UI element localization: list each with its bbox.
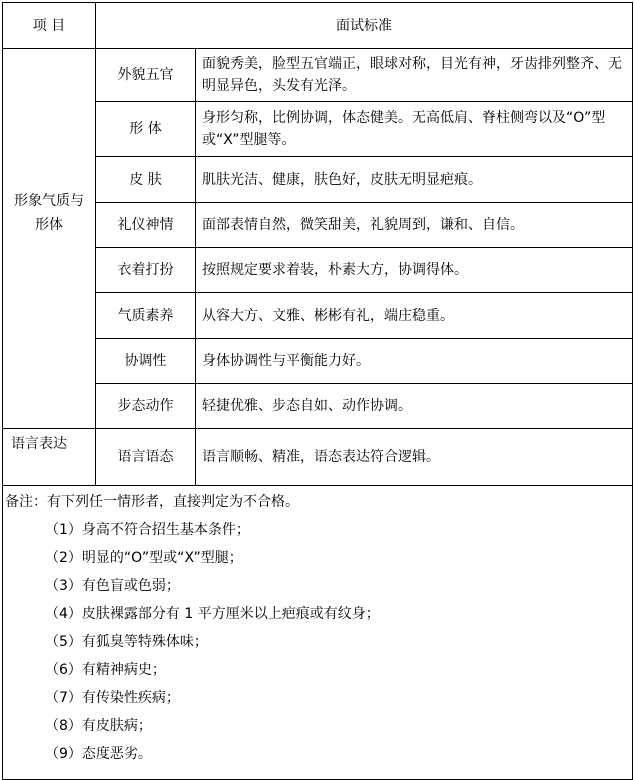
notes-heading: 备注：有下列任一情形者，直接判定为不合格。 bbox=[5, 494, 299, 510]
table-row bbox=[3, 429, 633, 486]
criteria-text: 从容大方、文雅、彬彬有礼，端庄稳重。 bbox=[196, 293, 633, 339]
sub-item: 协调性 bbox=[96, 339, 196, 384]
note-item: （7）有传染性疾病； bbox=[45, 690, 180, 706]
table-row bbox=[3, 293, 633, 339]
note-item: （6）有精神病史； bbox=[45, 662, 166, 678]
note-item: （8）有皮肤病； bbox=[45, 718, 152, 734]
table-row bbox=[3, 248, 633, 293]
table-row bbox=[3, 384, 633, 429]
sub-item: 语言语态 bbox=[96, 429, 196, 486]
sub-item: 皮 肤 bbox=[96, 157, 196, 203]
category-language bbox=[3, 429, 96, 486]
note-item: （9）态度恶劣。 bbox=[45, 746, 152, 762]
header-row bbox=[3, 3, 633, 49]
note-item: （5）有狐臭等特殊体味； bbox=[45, 634, 208, 650]
header-item: 项 目 bbox=[3, 3, 96, 49]
criteria-text: 按照规定要求着装，朴素大方，协调得体。 bbox=[196, 248, 633, 293]
table-row bbox=[3, 49, 633, 102]
criteria-text: 面部表情自然，微笑甜美，礼貌周到，谦和、自信。 bbox=[196, 203, 633, 248]
table-row bbox=[3, 157, 633, 203]
header-criteria: 面试标准 bbox=[96, 3, 633, 49]
sub-item: 气质素养 bbox=[96, 293, 196, 339]
note-item: （2）明显的“O”型或“X”型腿； bbox=[45, 550, 243, 566]
sub-item: 步态动作 bbox=[96, 384, 196, 429]
table-row bbox=[3, 102, 633, 157]
criteria-text: 轻捷优雅、步态自如、动作协调。 bbox=[196, 384, 633, 429]
criteria-text: 身形匀称，比例协调，体态健美。无高低肩、脊柱侧弯以及“O”型或“X”型腿等。 bbox=[196, 102, 633, 157]
sub-item: 外貌五官 bbox=[96, 49, 196, 102]
notes-cell bbox=[3, 486, 633, 780]
table-row bbox=[3, 339, 633, 384]
category-image bbox=[3, 49, 96, 429]
criteria-text: 面貌秀美，脸型五官端正，眼球对称，目光有神，牙齿排列整齐、无明显异色，头发有光泽。 bbox=[196, 49, 633, 102]
criteria-text: 肌肤光洁、健康，肤色好，皮肤无明显疤痕。 bbox=[196, 157, 633, 203]
table-row bbox=[3, 203, 633, 248]
note-item: （1）身高不符合招生基本条件； bbox=[45, 522, 250, 538]
criteria-text: 身体协调性与平衡能力好。 bbox=[196, 339, 633, 384]
sub-item: 形 体 bbox=[96, 102, 196, 157]
sub-item: 衣着打扮 bbox=[96, 248, 196, 293]
note-item: （4）皮肤裸露部分有 1 平方厘米以上疤痕或有纹身； bbox=[45, 606, 380, 622]
note-item: （3）有色盲或色弱； bbox=[45, 578, 180, 594]
notes-row bbox=[3, 486, 633, 780]
category-label: 语言表达 bbox=[11, 436, 67, 452]
category-label: 形象气质与形体 bbox=[14, 193, 84, 233]
sub-item: 礼仪神情 bbox=[96, 203, 196, 248]
criteria-text: 语言顺畅、精准，语态表达符合逻辑。 bbox=[196, 429, 633, 486]
interview-criteria-table bbox=[2, 2, 633, 780]
